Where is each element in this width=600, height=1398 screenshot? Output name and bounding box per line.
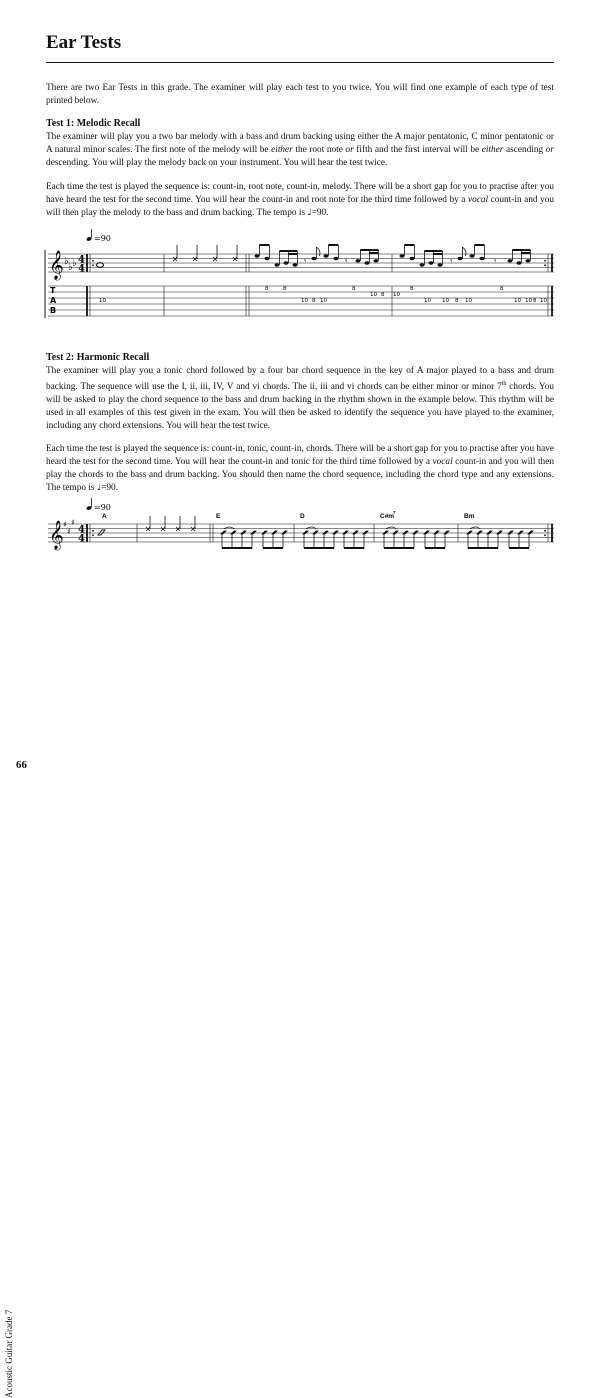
test2-tempo-mark — [86, 498, 111, 512]
whole-note — [97, 263, 104, 268]
svg-text:4: 4 — [78, 524, 85, 536]
title-rule — [46, 62, 554, 63]
tab-number: 10 — [393, 292, 400, 298]
tab-letter-a: A — [50, 296, 57, 305]
tab-number: 8 — [381, 292, 385, 298]
test2-paragraph-2: Each time the test is played the sequence is: count-in, tonic, count-in, chords. There will be a short gap for you to practise after you have heard the test for the second time. You will hear the count-in and tonic for the third time followed by a vocal count-in and you will then play the chords to the bass and drum backing. You should then name the chord sequence, including the chord type and any extensions. The tempo is ♩=90. — [46, 444, 554, 493]
eighth-rest-icon: 𝄾 — [450, 257, 453, 267]
tab-number: 10 — [465, 298, 472, 304]
melody-bar-1 — [255, 245, 379, 267]
test1-score-tempo: =90 — [94, 234, 111, 243]
chord-symbols — [102, 510, 475, 520]
test2-para1-superscript: th — [501, 381, 507, 387]
test1-tempo-mark — [86, 229, 111, 243]
page-number: 66 — [16, 759, 27, 771]
quarter-note-icon: ♩ — [307, 208, 312, 218]
chord-symbol: C#m — [380, 513, 395, 520]
test1-staff — [48, 254, 554, 272]
side-running-title: Acoustic Guitar Grade 7 — [4, 1309, 14, 1398]
time-signature — [78, 525, 85, 545]
intro-paragraph: There are two Ear Tests in this grade. The examiner will play each test to you twice. You will find one example of each type of test printed below. — [46, 83, 554, 106]
tab-number: 10 — [514, 298, 521, 304]
tab-number: 8 — [265, 286, 269, 292]
test1-heading: Test 1: Melodic Recall — [46, 118, 141, 129]
test1-tempo-text: =90. — [311, 208, 329, 218]
svg-text:4: 4 — [78, 533, 85, 545]
time-signature — [78, 255, 85, 275]
tab-number: 10 — [442, 298, 449, 304]
tab-number: 10 — [424, 298, 431, 304]
tab-number: 10 — [540, 298, 547, 304]
tab-number: 8 — [455, 298, 459, 304]
tab-number: 8 — [283, 286, 287, 292]
tab-number: 8 — [352, 286, 356, 292]
test1-paragraph-1: The examiner will play you a two bar melody with a bass and drum backing using either the A major pentatonic, C minor pentatonic or A natural minor scales. The first note of the melody will be either the root note or fifth and the first interval will be either ascending or descending. You will play the melody back on your instrument. You will hear the test twice. — [46, 132, 554, 168]
tab-number: 8 — [500, 286, 504, 292]
test2-heading: Test 2: Harmonic Recall — [46, 352, 150, 363]
test2-score-tempo: =90 — [94, 503, 111, 512]
tab-letter-t: T — [50, 286, 56, 295]
test2-para1-part-a: The examiner will play you a tonic chord followed by a four bar chord sequence in the key of A major played to a bass and drum backing. The sequence will use the I, ii, iii, IV, V and vi chords. The ii, iii and vi chords can be either minor or minor 7 — [46, 366, 554, 393]
test2-notation — [40, 496, 560, 558]
tab-number: 10 — [525, 298, 532, 304]
chord-symbol: D — [300, 513, 305, 520]
chord-symbol: Bm — [464, 513, 475, 520]
test2-tempo-text: =90. — [101, 483, 118, 493]
tab-clef-letters — [50, 286, 57, 315]
tab-number: 8 — [312, 298, 316, 304]
test1-notation — [40, 224, 560, 344]
tab-number: 10 — [370, 292, 377, 298]
page-title: Ear Tests — [46, 32, 122, 53]
svg-text:♭: ♭ — [72, 258, 77, 269]
test2-paragraph-1 — [46, 365, 554, 433]
svg-text:♯: ♯ — [71, 518, 75, 527]
eighth-rest-icon: 𝄾 — [494, 257, 497, 267]
quarter-note-icon: ♩ — [96, 483, 102, 493]
eighth-rest-icon: 𝄾 — [304, 257, 307, 267]
svg-text:♯: ♯ — [63, 520, 67, 529]
tab-fret-numbers — [99, 286, 547, 304]
tab-number: 10 — [301, 298, 308, 304]
svg-text:4: 4 — [78, 254, 85, 266]
tab-number: 10 — [320, 298, 327, 304]
chord-symbol: A — [102, 513, 107, 520]
chord-symbol: E — [216, 513, 221, 520]
tab-number: 10 — [99, 298, 106, 304]
svg-text:♯: ♯ — [67, 527, 71, 536]
whole-slash-note — [98, 530, 105, 535]
melody-bar-2 — [400, 245, 531, 267]
tab-number: 8 — [410, 286, 414, 292]
svg-text:♭: ♭ — [64, 256, 69, 267]
treble-clef-icon: 𝄞 — [49, 250, 64, 279]
svg-text:4: 4 — [78, 263, 85, 275]
treble-clef-icon: 𝄞 — [49, 520, 64, 549]
eighth-rest-icon: 𝄾 — [345, 257, 348, 267]
chord-symbol-superscript: 7 — [393, 510, 396, 515]
tab-number: 8 — [533, 298, 537, 304]
svg-text:♭: ♭ — [68, 262, 73, 273]
test1-paragraph-2: Each time the test is played the sequence is: count-in, root note, count-in, melody. There will be a short gap for you to practise after you have heard the test for the second time. You will hear the count-in and root note for the third time followed by a vocal count-in and you will then play the melody to the bass and drum backing. The tempo is ♩=90. — [46, 182, 554, 218]
tab-letter-b: B — [50, 306, 57, 315]
test2-para1-part-b: chords. You will be asked to play the chord sequence to the bass and drum backing in the rhythm shown in the example below. This rhythm will be used in all examples of this test given in the exam. You will then be asked to identify the sequence you have played to the examiner, including any chord extensions. You will hear the test twice. — [46, 382, 554, 432]
